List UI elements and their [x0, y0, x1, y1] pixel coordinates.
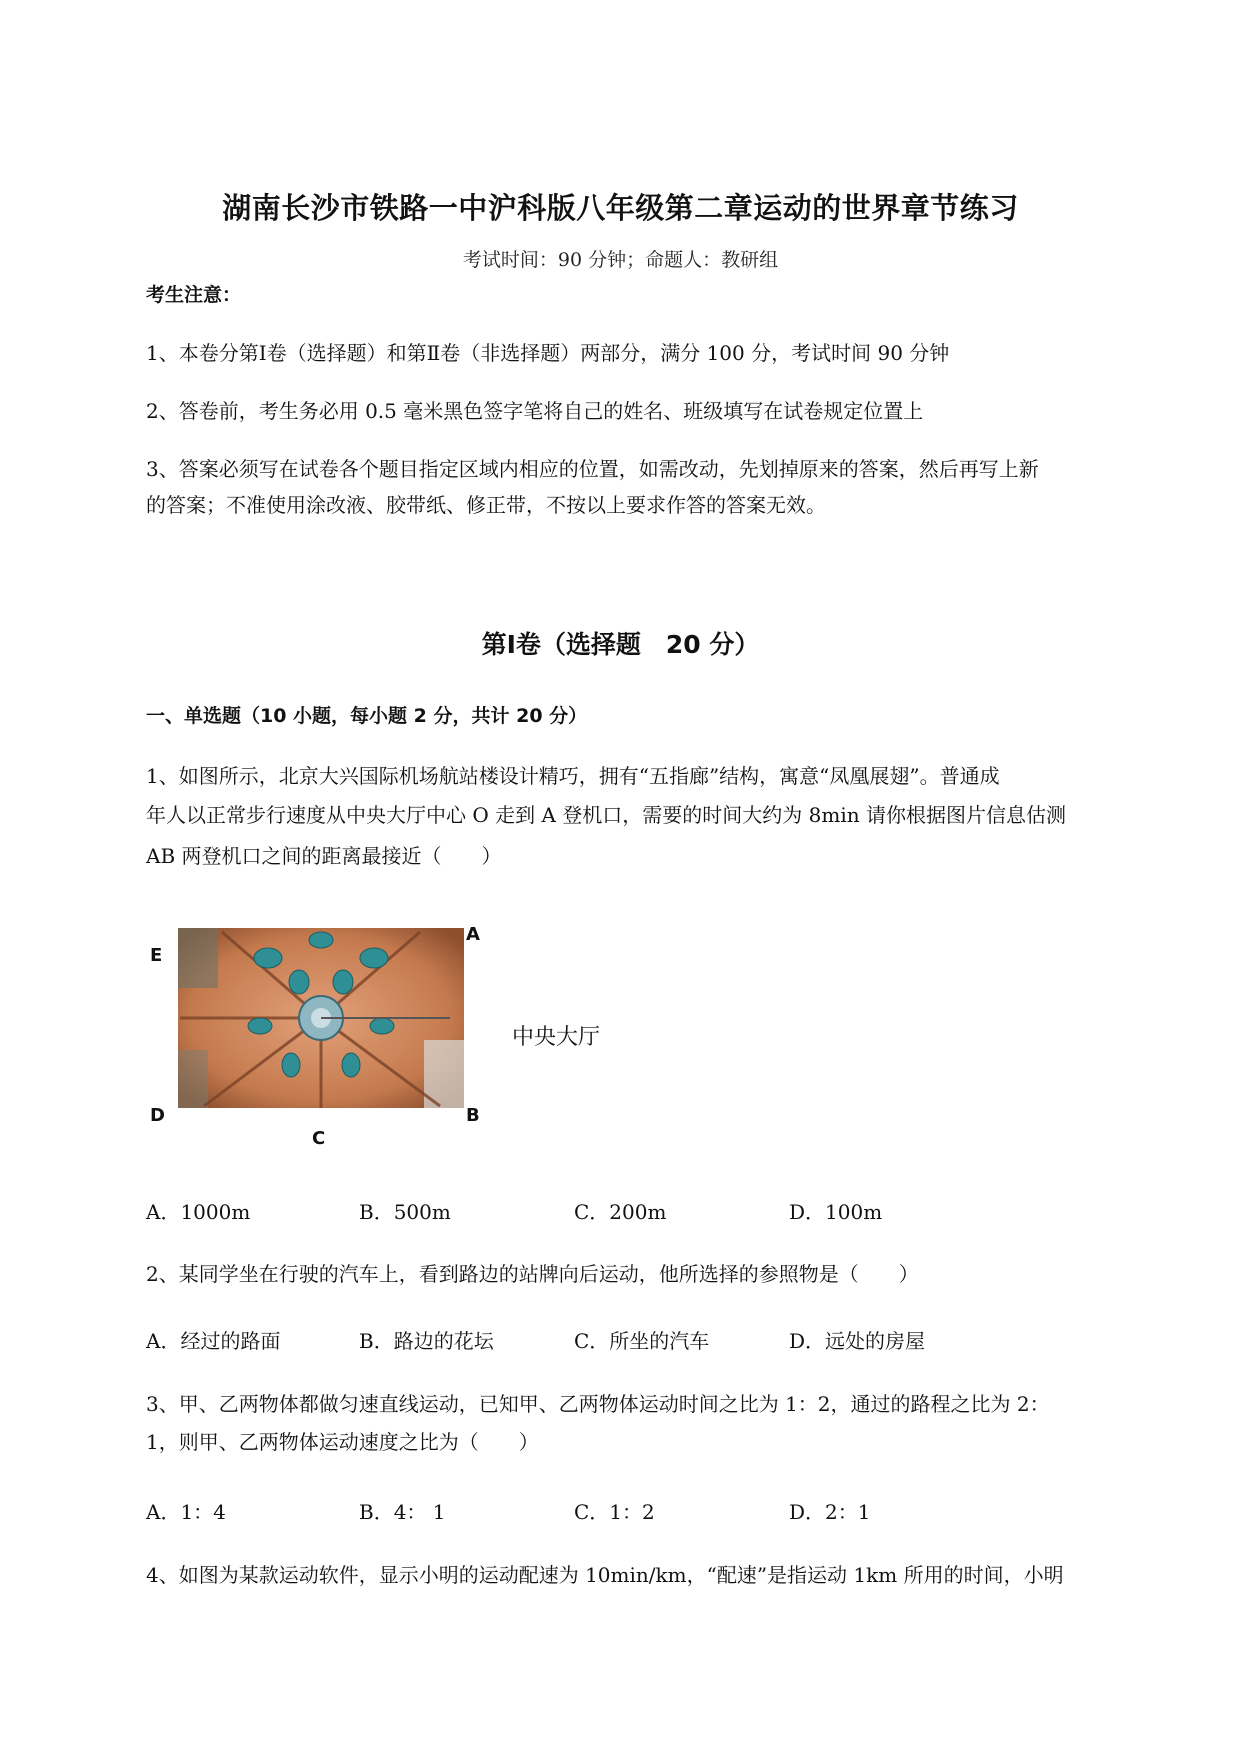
label-a: A: [466, 924, 480, 945]
q2-text: 2、某同学坐在行驶的汽车上，看到路边的站牌向后运动，他所选择的参照物是（ ）: [146, 1262, 919, 1286]
q3-option-b[interactable]: B．4： 1: [359, 1500, 446, 1524]
q1-option-a[interactable]: A．1000m: [146, 1200, 251, 1224]
q2-option-d[interactable]: D．远处的房屋: [789, 1329, 926, 1353]
q1-line-2: 年人以正常步行速度从中央大厅中心 O 走到 A 登机口，需要的时间大约为 8min 请你根据图片信息估测: [146, 803, 1066, 827]
q3-option-c[interactable]: C．1：2: [574, 1500, 655, 1524]
central-hall-label: 中央大厅: [512, 1025, 601, 1050]
q3-line-2: 1，则甲、乙两物体运动速度之比为（ ）: [146, 1430, 539, 1454]
q1-option-b[interactable]: B．500m: [359, 1200, 451, 1224]
q1-line-3: AB 两登机口之间的距离最接近（ ）: [146, 844, 502, 868]
label-d: D: [150, 1105, 165, 1126]
q1-option-d[interactable]: D．100m: [789, 1200, 883, 1224]
q2-option-a[interactable]: A．经过的路面: [146, 1329, 281, 1353]
label-e: E: [150, 945, 163, 966]
notice-heading: 考生注意：: [146, 284, 242, 306]
label-c: C: [312, 1128, 326, 1149]
page-title: 湖南长沙市铁路一中沪科版八年级第二章运动的世界章节练习: [222, 191, 1019, 225]
q1-option-c[interactable]: C．200m: [574, 1200, 667, 1224]
section-title: 第Ⅰ卷（选择题 20 分）: [481, 630, 760, 659]
q1-line-1: 1、如图所示，北京大兴国际机场航站楼设计精巧，拥有“五指廊”结构，寓意“凤凰展翅”。普通成: [146, 764, 1000, 788]
q3-line-1: 3、甲、乙两物体都做匀速直线运动，已知甲、乙两物体运动时间之比为 1：2，通过的路程之比为 2：: [146, 1392, 1050, 1416]
label-b: B: [466, 1105, 480, 1126]
exam-info: 考试时间：90 分钟；命题人：教研组: [462, 249, 779, 271]
q3-option-a[interactable]: A．1：4: [146, 1500, 226, 1524]
q4-line-1: 4、如图为某款运动软件，显示小明的运动配速为 10min/km，“配速”是指运动 1km 所用的时间，小明: [146, 1563, 1064, 1587]
notice-item-2: 2、答卷前，考生务必用 0.5 毫米黑色签字笔将自己的姓名、班级填写在试卷规定位置上: [146, 399, 924, 423]
q3-option-d[interactable]: D．2：1: [789, 1500, 871, 1524]
notice-item-1: 1、本卷分第Ⅰ卷（选择题）和第Ⅱ卷（非选择题）两部分，满分 100 分，考试时间 90 分钟: [146, 341, 950, 365]
notice-item-3b: 的答案；不准使用涂改液、胶带纸、修正带，不按以上要求作答的答案无效。: [146, 493, 826, 517]
q2-option-c[interactable]: C．所坐的汽车: [574, 1329, 710, 1353]
q2-option-b[interactable]: B．路边的花坛: [359, 1329, 494, 1353]
notice-item-3a: 3、答案必须写在试卷各个题目指定区域内相应的位置，如需改动，先划掉原来的答案，然后再写上新: [146, 457, 1039, 481]
part-heading: 一、单选题（10 小题，每小题 2 分，共计 20 分）: [146, 705, 588, 727]
